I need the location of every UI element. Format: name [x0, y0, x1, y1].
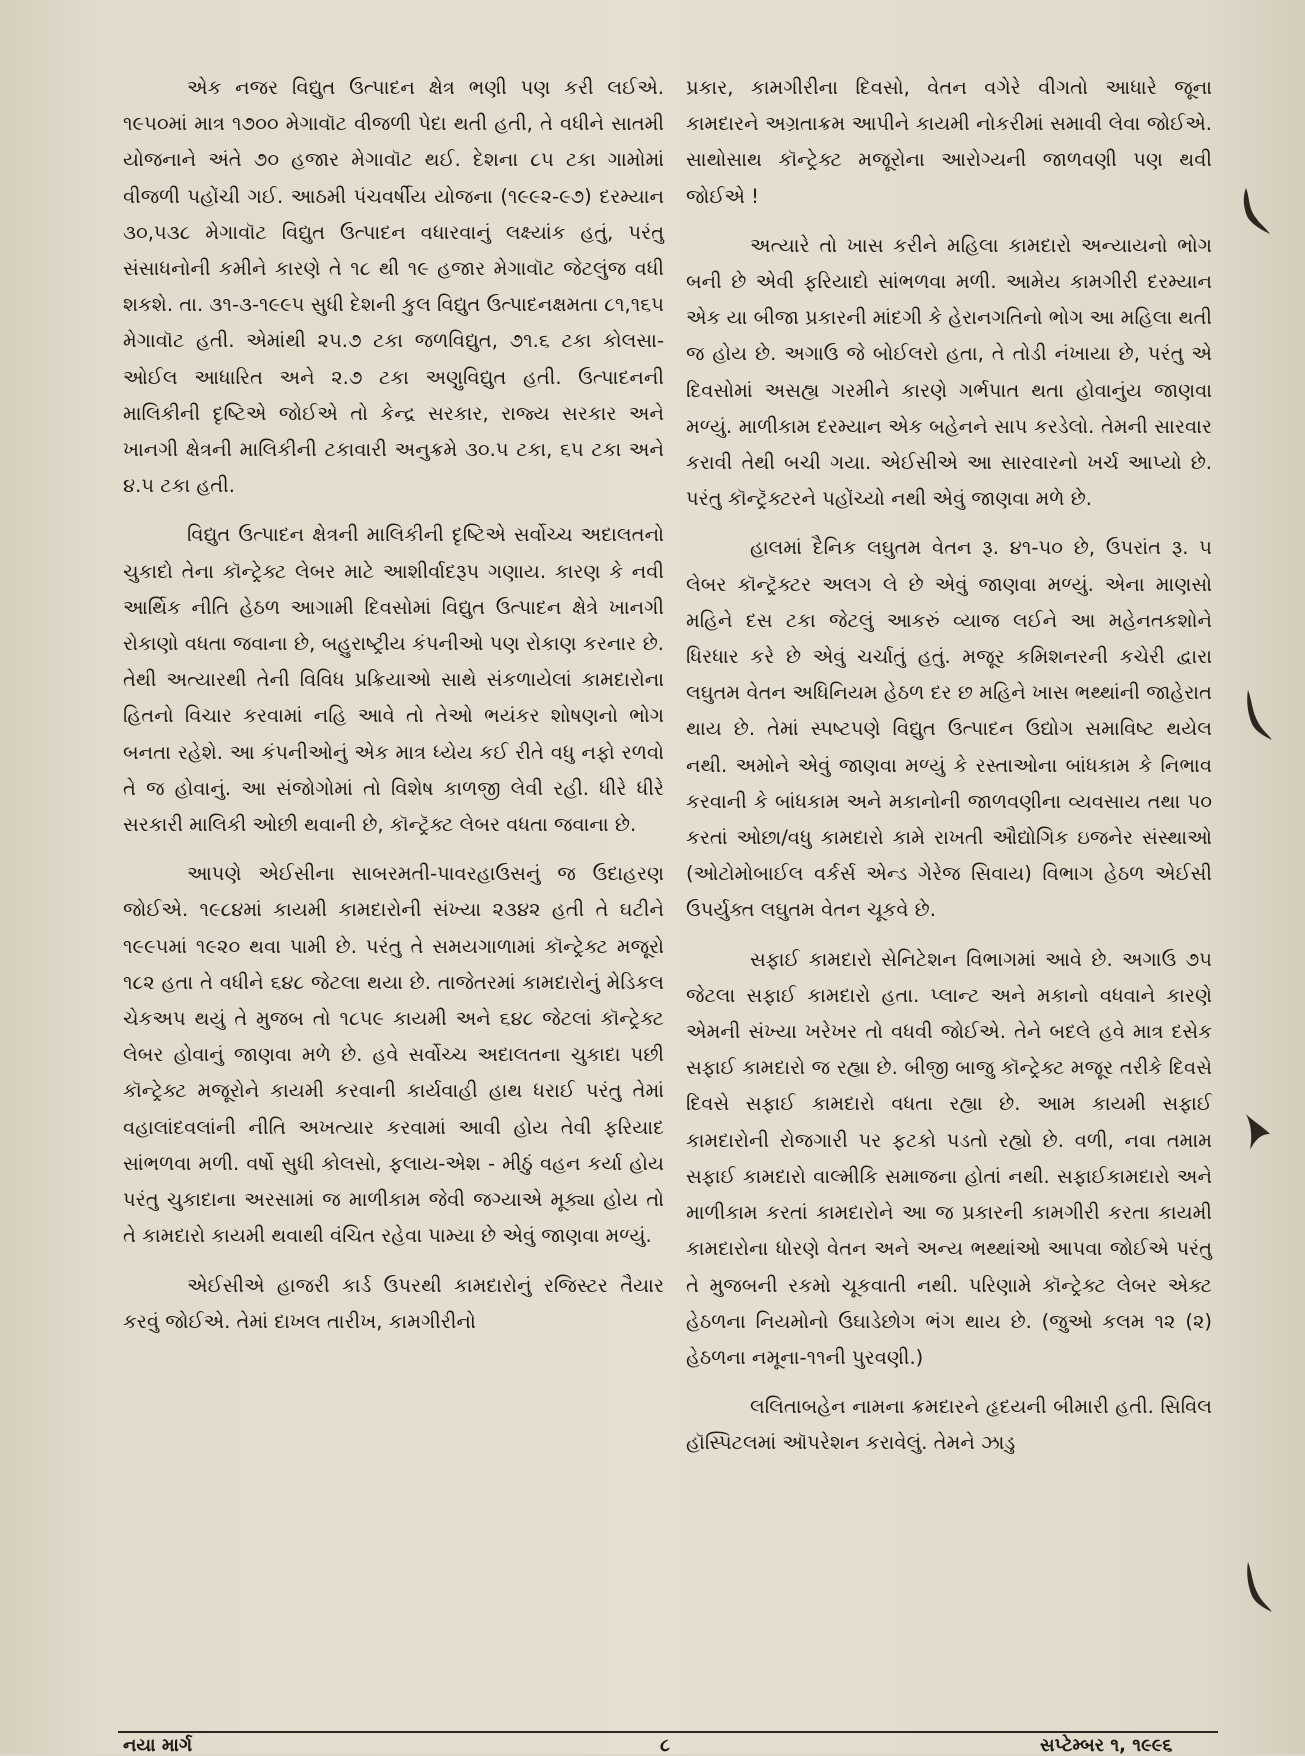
paragraph-power-generation: એક નજર વિદ્યુત ઉત્પાદન ક્ષેત્ર ભણી પણ કરી લઈએ. ૧૯૫૦માં માત્ર ૧૭૦૦ મેગાવૉટ વીજળી પેદા થતી હતી, તે વધીને સાતમી યોજનાને અંતે ૭૦ હજાર મેગાવૉટ થઈ. દેશના ૮૫ ટકા ગામોમાં વીજળી પહોંચી ગઈ. આઠમી પંચવર્ષીય યોજના (૧૯૯૨-૯૭) દરમ્યાન ૩૦,૫૩૮ મેગાવૉટ વિદ્યુત ઉત્પાદન વધારવાનું લક્ષ્યાંક હતું, પરંતુ સંસાધનોની કમીને કારણે તે ૧૮ થી ૧૯ હજાર મેગાવૉટ જેટલુંજ વધી શકશે. તા. ૩૧-૩-૧૯૯૫ સુધી દેશની કુલ વિદ્યુત ઉત્પાદનક્ષમતા ૮૧,૧૬૫ મેગાવૉટ હતી. એમાંથી ૨૫.૭ ટકા જળવિદ્યુત, ૭૧.૬ ટકા કોલસા-ઓઈલ આધારિત અને ૨.૭ ટકા અણુવિદ્યુત હતી. ઉત્પાદનની માલિકીની દૃષ્ટિએ જોઈએ તો કેન્દ્ર સરકાર, રાજ્ય સરકાર અને ખાનગી ક્ષેત્રની માલિકીની ટકાવારી અનુક્રમે ૩૦.૫ ટકા, ૬૫ ટકા અને ૪.૫ ટકા હતી. — [123, 76, 664, 498]
paragraph-women-workers: અત્યારે તો ખાસ કરીને મહિલા કામદારો અન્યાયનો ભોગ બની છે એવી ફરિયાદો સાંભળવા મળી. આમેય કામગીરી દરમ્યાન એક યા બીજા પ્રકારની માંદગી કે હેરાનગતિનો ભોગ આ મહિલા થતી જ હોય છે. અગાઉ જે બોઈલરો હતા, તે તોડી નંખાયા છે, પરંતુ એ દિવસોમાં અસહ્ય ગરમીને કારણે ગર્ભપાત થતા હોવાનુંય જાણવા મળ્યું. માળીકામ દરમ્યાન એક બહેનને સાપ કરડેલો. તેમની સારવાર કરાવી તેથી બચી ગયા. એઈસીએ આ સારવારનો ખર્ચ આપ્યો છે. પરંતુ કૉન્ટ્રૅક્ટરને પહોંચ્યો નથી એવું જાણવા મળે છે. — [686, 233, 1212, 511]
paragraph-sanitation-workers: સફાઈ કામદારો સેનિટેશન વિભાગમાં આવે છે. અગાઉ ૭૫ જેટલા સફાઈ કામદારો હતા. પ્લાન્ટ અને મકાનો વધવાને કારણે એમની સંખ્યા ખરેખર તો વધવી જોઈએ. તેને બદલે હવે માત્ર દસેક સફાઈ કામદારો જ રહ્યા છે. બીજી બાજુ કૉન્ટ્રેક્ટ મજૂર તરીકે દિવસે દિવસે સફાઈ કામદારો વધતા રહ્યા છે. આમ કાયમી સફાઈ કામદારોની રોજગારી પર ફટકો પડતો રહ્યો છે. વળી, નવા તમામ સફાઈ કામદારો વાલ્મીકિ સમાજના હોતાં નથી. સફાઈકામદારો અને માળીકામ કરતાં કામદારોને આ જ પ્રકારની કામગીરી કરતા કાયમી કામદારોના ધોરણે વેતન અને અન્ય ભથ્થાંઓ આપવા જોઈએ પરંતુ તે મુજબની રકમો ચૂકવાતી નથી. પરિણામે કૉન્ટ્રેક્ટ લેબર એક્ટ હેઠળના નિયમોનો ઉઘાડેછોગ ભંગ થાય છે. (જુઓ કલમ ૧૨ (૨) હેઠળના નમૂના-૧૧ની પુરવણી.) — [686, 947, 1212, 1369]
footer-divider — [118, 1731, 1218, 1733]
paragraph-continued: પ્રકાર, કામગીરીના દિવસો, વેતન વગેરે વીગતો આધારે જૂના કામદારને અગ્રતાક્રમ આપીને કાયમી નોકરીમાં સમાવી લેવા જોઈએ. સાથોસાથ કૉન્ટ્રેક્ટ મજૂરોના આરોગ્યની જાળવણી પણ થવી જોઈએ ! — [686, 76, 1212, 208]
issue-date: સપ્ટેમ્બર ૧, ૧૯૯૬ — [1040, 1735, 1173, 1756]
page-number: ૮ — [660, 1735, 670, 1756]
binding-mark-icon — [1240, 1560, 1276, 1620]
paragraph-sabarmati-example: આપણે એઈસીના સાબરમતી-પાવરહાઉસનું જ ઉદાહરણ જોઈએ. ૧૯૮૪માં કાયમી કામદારોની સંખ્યા ૨૩૪૨ હતી તે ઘટીને ૧૯૯૫માં ૧૯૨૦ થવા પામી છે. પરંતુ તે સમયગાળામાં કૉન્ટ્રેક્ટ મજૂરો ૧૮૨ હતા તે વધીને ૬૪૮ જેટલા થયા છે. તાજેતરમાં કામદારોનું મેડિકલ ચેકઅપ થયું તે મુજબ તો ૧૮૫૯ કાયમી અને ૬૪૮ જેટલાં કૉન્ટ્રેક્ટ લેબર હોવાનું જાણવા મળે છે. હવે સર્વોચ્ચ અદાલતના ચુકાદા પછી કૉન્ટ્રેક્ટ મજૂરોને કાયમી કરવાની કાર્યવાહી હાથ ધરાઈ પરંતુ તેમાં વહાલાંદવલાંની નીતિ અખત્યાર કરવામાં આવી હોય તેવી ફરિયાદ સાંભળવા મળી. વર્ષો સુધી કોલસો, ફલાય-એશ - મીઠું વહન કર્યા હોય પરંતુ ચુકાદાના અરસામાં જ માળીકામ જેવી જગ્યાએ મૂક્યા હોય તો તે કામદારો કાયમી થવાથી વંચિત રહેવા પામ્યા છે એવું જાણવા મળ્યું. — [123, 862, 664, 1248]
publication-name: નયા માર્ગ — [123, 1735, 193, 1756]
binding-mark-icon — [1236, 184, 1272, 244]
binding-mark-icon — [1240, 688, 1276, 748]
paragraph-lalitaben: લલિતાબહેન નામના ક્રમદારને હૃદયની બીમારી હતી. સિવિલ હૉસ્પિટલમાં ઑપરેશન કરાવેલું. તેમને ઝાડુ — [686, 1395, 1212, 1455]
paragraph-supreme-court: વિદ્યુત ઉત્પાદન ક્ષેત્રની માલિકીની દૃષ્ટિએ સર્વોચ્ચ અદાલતનો ચુકાદો તેના કૉન્ટ્રેક્ટ લેબર માટે આશીર્વાદરૂપ ગણાય. કારણ કે નવી આર્થિક નીતિ હેઠળ આગામી દિવસોમાં વિદ્યુત ઉત્પાદન ક્ષેત્રે ખાનગી રોકાણો વધતા જવાના છે, બહુરાષ્ટ્રીય કંપનીઓ પણ રોકાણ કરનાર છે. તેથી અત્યારથી તેની વિવિધ પ્રક્રિયાઓ સાથે સંકળાયેલાં કામદારોના હિતનો વિચાર કરવામાં નહિ આવે તો તેઓ ભયંકર શોષણનો ભોગ બનતા રહેશે. આ કંપનીઓનું એક માત્ર ધ્યેય કઈ રીતે વધુ નફો રળવો તે જ હોવાનું. આ સંજોગોમાં તો વિશેષ કાળજી લેવી રહી. ધીરે ધીરે સરકારી માલિકી ઓછી થવાની છે, કૉન્ટ્રૅક્ટ લેબર વધતા જવાના છે. — [123, 523, 664, 837]
binding-mark-icon — [1240, 1104, 1276, 1164]
left-column — [123, 70, 664, 1340]
paragraph-attendance-register: એઈસીએ હાજરી કાર્ડ ઉપરથી કામદારોનું રજિસ્ટર તૈયાર કરવું જોઈએ. તેમાં દાખલ તારીખ, કામગીરીનો — [123, 1273, 664, 1333]
right-column — [686, 70, 1212, 1462]
paragraph-minimum-wage: હાલમાં દૈનિક લઘુતમ વેતન રૂ. ૪૧-૫૦ છે, ઉપરાંત રૂ. ૫ લેબર કૉન્ટ્રૅક્ટર અલગ લે છે એવું જાણવા મળ્યું. એના માણસો મહિને દસ ટકા જેટલું આકરું વ્યાજ લઈને આ મહેનતકશોને ધિરધાર કરે છે એવું ચર્ચાતું હતું. મજૂર કમિશનરની કચેરી દ્વારા લઘુતમ વેતન અધિનિયમ હેઠળ દર છ મહિને ખાસ ભથ્થાંની જાહેરાત થાય છે. તેમાં સ્પષ્ટપણે વિદ્યુત ઉત્પાદન ઉદ્યોગ સમાવિષ્ટ થયેલ નથી. અમોને એવું જાણવા મળ્યું કે રસ્તાઓના બાંધકામ કે નિભાવ કરવાની કે બાંધકામ અને મકાનોની જાળવણીના વ્યવસાય તથા ૫૦ કરતાં ઓછા/વધુ કામદારો કામે રાખતી ઔદ્યોગિક ઇજનેર સંસ્થાઓ (ઓટોમોબાઈલ વર્કર્સ એન્ડ ગેરેજ સિવાય) વિભાગ હેઠળ એઈસી ઉપર્યુક્ત લઘુતમ વેતન ચૂકવે છે. — [686, 536, 1212, 922]
